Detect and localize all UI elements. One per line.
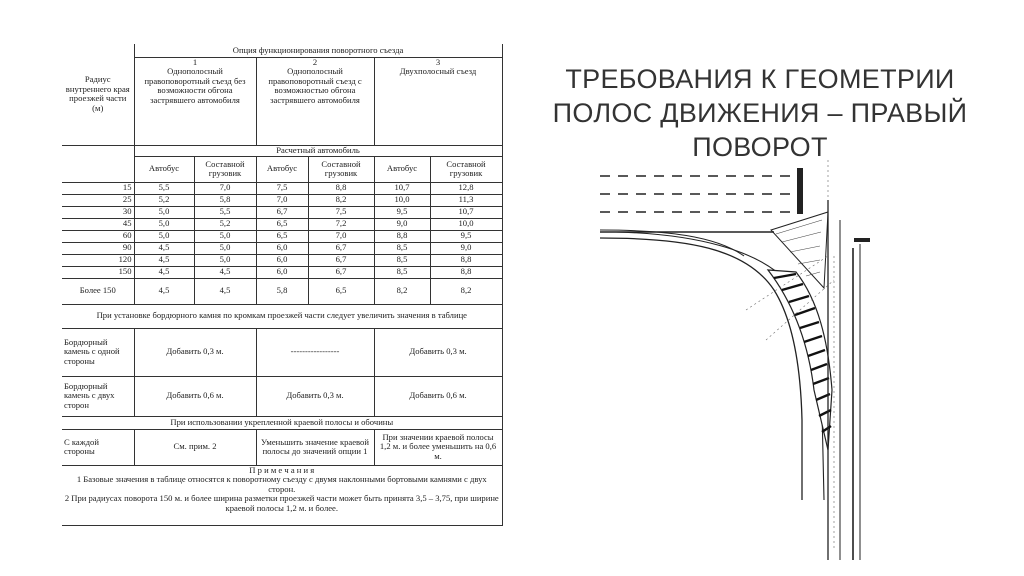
option-2-label: Однополосный правоповоротный съезд с возможностью обгона застрявшего автомобиля <box>268 66 362 105</box>
table-row <box>62 218 502 230</box>
value-cell: 7,5 <box>256 182 308 194</box>
option-3 <box>374 57 502 145</box>
value-cell: 10,7 <box>430 206 502 218</box>
radius-header-blank <box>62 145 134 182</box>
vehicle-label: Составной грузовик <box>308 156 374 182</box>
shoulder-opt3: При значении краевой полосы 1,2 м. и более уменьшить на 0,6 м. <box>374 429 502 465</box>
vehicle-label: Автобус <box>256 156 308 182</box>
value-cell: 8,8 <box>374 230 430 242</box>
island-dimension-lines <box>776 220 822 276</box>
value-cell: 9,5 <box>430 230 502 242</box>
value-cell: 5,0 <box>134 230 194 242</box>
note-item: 1 Базовые значения в таблице относятся к поворотному съезду с двумя наклонными бортовыми камнями с двух сторон. <box>76 474 487 494</box>
value-cell: 8,8 <box>308 182 374 194</box>
value-cell: 10,7 <box>374 182 430 194</box>
radius-cell: 45 <box>62 218 134 230</box>
value-cell: 4,5 <box>134 266 194 278</box>
shoulder-opt1: См. прим. 2 <box>134 429 256 465</box>
table-row <box>62 194 502 206</box>
option-2 <box>256 57 374 145</box>
option-3-label: Двухполосный съезд <box>399 66 477 76</box>
value-cell: 4,5 <box>134 242 194 254</box>
value-cell: 6,0 <box>256 242 308 254</box>
value-cell: 8,8 <box>430 254 502 266</box>
radius-cell: 150 <box>62 266 134 278</box>
table-row <box>62 254 502 266</box>
value-cell: 5,5 <box>134 182 194 194</box>
curb-two-sides-label: Бордюрный камень с двух сторон <box>62 376 134 416</box>
value-cell: 9,0 <box>430 242 502 254</box>
value-cell: 7,0 <box>194 182 256 194</box>
table-row <box>62 278 502 304</box>
value-cell: 6,7 <box>308 242 374 254</box>
value-cell: 5,0 <box>194 242 256 254</box>
value-cell: 8,2 <box>308 194 374 206</box>
stop-bar <box>797 168 803 214</box>
option-1-label: Однополосный правоповоротный съезд без возможности обгона застрявшего автомобиля <box>144 66 246 105</box>
value-cell: 6,7 <box>308 254 374 266</box>
vehicle-label: Автобус <box>374 156 430 182</box>
table-row <box>62 182 502 194</box>
value-cell: 5,0 <box>134 206 194 218</box>
radius-cell: 15 <box>62 182 134 194</box>
table-row <box>62 242 502 254</box>
value-cell: 9,0 <box>374 218 430 230</box>
value-cell: 7,5 <box>308 206 374 218</box>
option-3-num: 3 <box>435 57 441 67</box>
value-cell: 6,5 <box>256 230 308 242</box>
value-cell: 5,5 <box>194 206 256 218</box>
right-turn-geometry-drawing <box>596 160 886 560</box>
option-1-num: 1 <box>192 57 198 67</box>
value-cell: 8,5 <box>374 266 430 278</box>
value-cell: 11,3 <box>430 194 502 206</box>
value-cell: 8,5 <box>374 254 430 266</box>
geometry-table <box>62 44 502 552</box>
shoulder-label: С каждой стороны <box>62 429 134 465</box>
vehicle-label: Составной грузовик <box>194 156 256 182</box>
value-cell: 12,8 <box>430 182 502 194</box>
value-cell: 6,0 <box>256 266 308 278</box>
value-cell: 5,2 <box>134 194 194 206</box>
option-header: Опция функционирования поворотного съезда <box>134 44 502 57</box>
value-cell: 8,2 <box>374 278 430 304</box>
value-cell: 9,5 <box>374 206 430 218</box>
shoulder-opt2: Уменьшить значение краевой полосы до значений опции 1 <box>256 429 374 465</box>
curb-one-side-label: Бордюрный камень с одной стороны <box>62 328 134 376</box>
option-1 <box>134 57 256 145</box>
notes-block <box>62 465 502 525</box>
curb-two-sides-opt1: Добавить 0,6 м. <box>134 376 256 416</box>
option-2-num: 2 <box>312 57 318 67</box>
outer-curb-line <box>600 238 802 500</box>
value-cell: 6,5 <box>256 218 308 230</box>
table-row <box>62 230 502 242</box>
value-cell: 4,5 <box>194 278 256 304</box>
note-item: 2 При радиусах поворота 150 м. и более ширина разметки проезжей части может быть принята 3,5 – 3,75, при ширине краевой полосы 1,2 м. и более. <box>64 493 499 513</box>
table-row <box>62 266 502 278</box>
radius-cell: 60 <box>62 230 134 242</box>
radius-header: Радиус внутреннего края проезжей части (м) <box>62 44 134 145</box>
vehicle-label: Составной грузовик <box>430 156 502 182</box>
curb-two-sides-opt2: Добавить 0,3 м. <box>256 376 374 416</box>
value-cell: 10,0 <box>430 218 502 230</box>
value-cell: 6,0 <box>256 254 308 266</box>
value-cell: 4,5 <box>134 278 194 304</box>
value-cell: 5,8 <box>194 194 256 206</box>
vehicle-label: Автобус <box>134 156 194 182</box>
radius-cell: 25 <box>62 194 134 206</box>
lane-dash-lines <box>600 176 796 212</box>
curb-one-side-opt1: Добавить 0,3 м. <box>134 328 256 376</box>
value-cell: 5,2 <box>194 218 256 230</box>
value-cell: 8,8 <box>430 266 502 278</box>
value-cell: 7,0 <box>308 230 374 242</box>
value-cell: 5,0 <box>194 230 256 242</box>
curb-one-side-opt2: ----------------- <box>256 328 374 376</box>
value-cell: 7,0 <box>256 194 308 206</box>
shoulder-note: При использовании укрепленной краевой полосы и обочины <box>62 416 502 429</box>
curb-one-side-opt3: Добавить 0,3 м. <box>374 328 502 376</box>
radius-cell: 30 <box>62 206 134 218</box>
value-cell: 6,7 <box>308 266 374 278</box>
value-cell: 7,2 <box>308 218 374 230</box>
curb-two-sides-opt3: Добавить 0,6 м. <box>374 376 502 416</box>
value-cell: 8,2 <box>430 278 502 304</box>
radius-cell: Более 150 <box>62 278 134 304</box>
value-cell: 6,7 <box>256 206 308 218</box>
value-cell: 4,5 <box>194 266 256 278</box>
value-cell: 10,0 <box>374 194 430 206</box>
value-cell: 5,8 <box>256 278 308 304</box>
value-cell: 5,0 <box>134 218 194 230</box>
radius-cell: 90 <box>62 242 134 254</box>
notes-title: П р и м е ч а н и я <box>249 465 315 475</box>
slide-title: ТРЕБОВАНИЯ К ГЕОМЕТРИИ ПОЛОС ДВИЖЕНИЯ – ПРАВЫЙ ПОВОРОТ <box>552 64 968 162</box>
value-cell: 5,0 <box>194 254 256 266</box>
value-cell: 4,5 <box>134 254 194 266</box>
value-cell: 6,5 <box>308 278 374 304</box>
median-marker <box>854 238 870 242</box>
value-cell: 8,5 <box>374 242 430 254</box>
radius-cell: 120 <box>62 254 134 266</box>
table-row <box>62 206 502 218</box>
curb-note: При установке бордюрного камня по кромкам проезжей части следует увеличить значения в таблице <box>62 304 502 328</box>
vehicle-header: Расчетный автомобиль <box>134 145 502 156</box>
